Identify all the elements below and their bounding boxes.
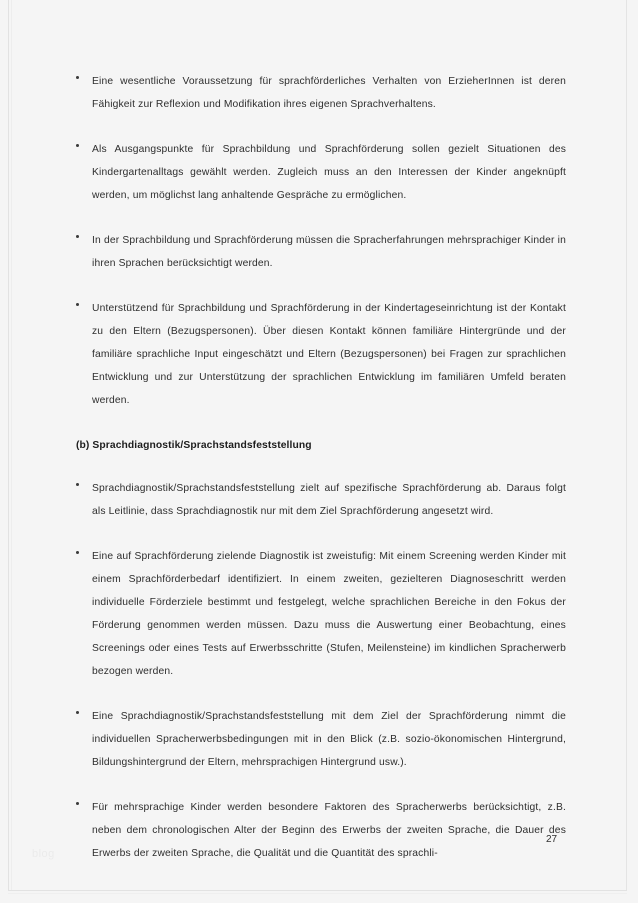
bullet-point-icon	[76, 551, 79, 554]
bullet-point-icon	[76, 802, 79, 805]
bullet-item	[76, 138, 566, 207]
bullet-item-text: Als Ausgangspunkte für Sprachbildung und Sprachförderung sollen gezielt Situationen des Kindergartenalltags gewählt werden. Zugleich muss an den Interessen der Kinder angeknüpft werden, um möglichst lang anhaltende Gespräche zu ermöglichen.	[92, 144, 566, 201]
page-number: 27	[546, 834, 558, 845]
bullet-point-icon	[76, 76, 79, 79]
sheet-edge-bottom-inner	[8, 893, 627, 894]
bullet-point-icon	[76, 144, 79, 147]
bullet-item	[76, 545, 566, 683]
bullet-item	[76, 477, 566, 523]
bullet-item	[76, 229, 566, 275]
bullet-item	[76, 70, 566, 116]
section-heading	[76, 434, 566, 457]
sheet-edge-left	[8, 0, 9, 891]
bullet-point-icon	[76, 711, 79, 714]
bullet-item-text: Eine auf Sprachförderung zielende Diagnostik ist zweistufig: Mit einem Screening werden Kinder mit einem Sprachförderbedarf identifiziert. In einem zweiten, gezielteren Diagnoseschritt werden individuelle Förderziele bestimmt und festgelegt, welche sprachlichen Bereiche in den Fokus der Förderung genommen werden müssen. Dazu muss die Auswertung einer Beobachtung, eines Screenings oder eines Tests auf Erwerbsschritte (Stufen, Meilensteine) im kindlichen Spracherwerb bezogen werden.	[92, 551, 566, 677]
bullet-item-text: In der Sprachbildung und Sprachförderung müssen die Spracherfahrungen mehrsprachiger Kinder in ihren Sprachen berücksichtigt werden.	[92, 235, 566, 269]
bullet-item-text: Für mehrsprachige Kinder werden besondere Faktoren des Spracherwerbs berücksichtigt, z.B. neben dem chronologischen Alter der Beginn des Erwerbs der zweiten Sprache, die Dauer des Erwerbs der zweiten Sprache, die Qualität und die Quantität des sprachli-	[92, 802, 566, 859]
bullet-point-icon	[76, 235, 79, 238]
bullet-item-text: Eine wesentliche Voraussetzung für sprachförderliches Verhalten von ErzieherInnen ist deren Fähigkeit zur Reflexion und Modifikation ihres eigenen Sprachverhaltens.	[92, 76, 566, 110]
bullet-item	[76, 796, 566, 865]
sheet-edge-right	[626, 0, 627, 891]
sheet-edge-left-inner	[11, 0, 12, 891]
document-body	[76, 70, 566, 887]
bullet-point-icon	[76, 483, 79, 486]
sheet-edge-bottom	[8, 890, 627, 891]
bullet-item-text: Sprachdiagnostik/Sprachstandsfeststellung zielt auf spezifische Sprachförderung ab. Daraus folgt als Leitlinie, dass Sprachdiagnostik nur mit dem Ziel Sprachförderung angesetzt wird.	[92, 483, 566, 517]
bullet-item-text: Eine Sprachdiagnostik/Sprachstandsfeststellung mit dem Ziel der Sprachförderung nimmt die individuellen Spracherwerbsbedingungen mit in den Blick (z.B. sozio-ökonomischen Hintergrund, Bildungshintergrund der Eltern, mehrsprachigen Hintergrund usw.).	[92, 711, 566, 768]
bullet-item-text: Unterstützend für Sprachbildung und Sprachförderung in der Kindertageseinrichtung ist der Kontakt zu den Eltern (Bezugspersonen). Über diesen Kontakt können familiäre Hintergründe und der familiäre sprachliche Input eingeschätzt und Eltern (Bezugspersonen) bei Fragen zur sprachlichen Entwicklung und zur Unterstützung der sprachlichen Entwicklung im familiären Umfeld beraten werden.	[92, 303, 566, 406]
watermark: blog	[32, 848, 55, 860]
bullet-item	[76, 297, 566, 412]
bullet-item	[76, 705, 566, 774]
section-heading-text: (b) Sprachdiagnostik/Sprachstandsfeststellung	[76, 440, 312, 451]
bullet-point-icon	[76, 303, 79, 306]
